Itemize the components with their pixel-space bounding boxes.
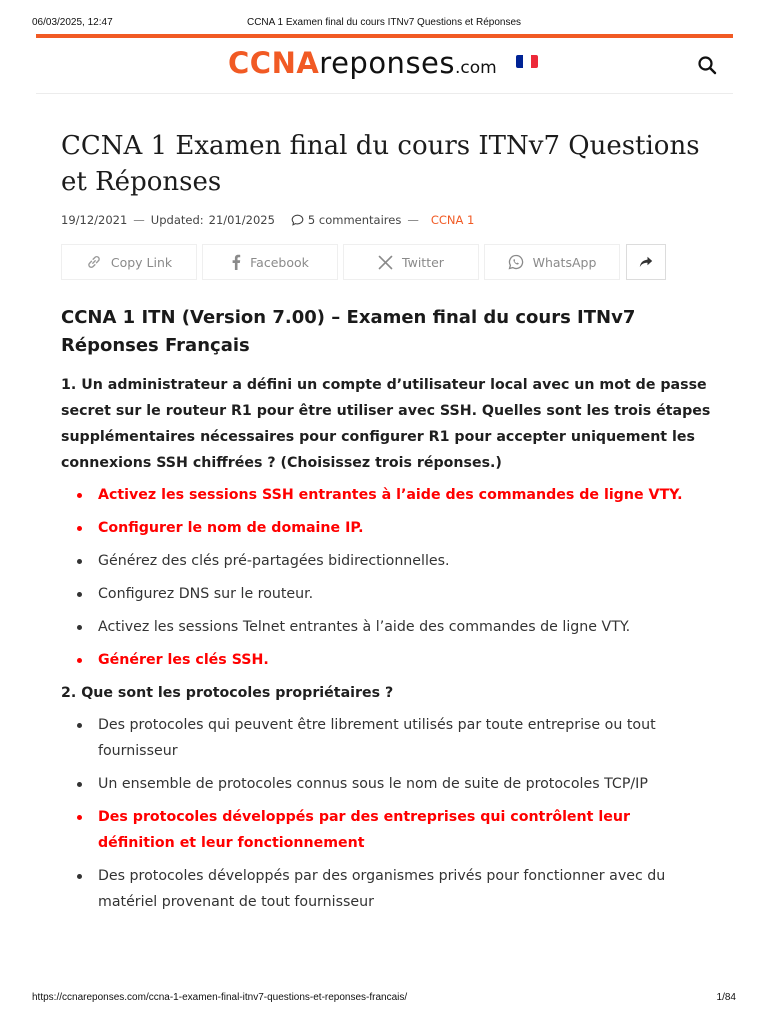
comments-link[interactable] [291, 213, 401, 227]
france-flag-icon [516, 55, 538, 68]
site-header [36, 34, 733, 94]
logo-reponses: reponses [319, 46, 455, 80]
answer-option: Un ensemble de protocoles connus sous le nom de suite de protocoles TCP/IP [61, 771, 711, 797]
facebook-share-button[interactable] [202, 244, 338, 280]
facebook-label: Facebook [250, 254, 309, 270]
comments-count: 5 commentaires [307, 213, 402, 227]
answer-correct: Générer les clés SSH. [61, 647, 711, 673]
print-page-number: 1/84 [716, 992, 736, 1003]
updated-label: Updated: [150, 213, 204, 227]
meta-separator: — [133, 213, 145, 227]
site-logo[interactable] [228, 46, 497, 86]
share-bar [61, 244, 711, 280]
logo-com: .com [455, 58, 497, 78]
question-1: 1. Un administrateur a défini un compte d’utilisateur local avec un mot de passe secret sur le routeur R1 pour être utiliser avec SSH. Quelles sont les trois étapes supplémentaires nécessaires pour configurer R1 pour accepter uniquement les connexions SSH chiffrées ? (Choisissez trois réponses.) [61, 377, 711, 471]
link-icon [86, 254, 102, 270]
section-title: CCNA 1 ITN (Version 7.00) – Examen final du cours ITNv7 Réponses Français [61, 307, 636, 356]
logo-ccna: CCNA [228, 46, 320, 80]
answer-option: Générez des clés pré-partagées bidirectionnelles. [61, 548, 711, 574]
answer-option: Des protocoles qui peuvent être librement utilisés par toute entreprise ou tout fournisseur [61, 712, 711, 764]
twitter-label: Twitter [402, 254, 444, 270]
answer-correct: Activez les sessions SSH entrantes à l’aide des commandes de ligne VTY. [61, 482, 711, 508]
category-link[interactable]: CCNA 1 [430, 213, 475, 227]
copy-link-label: Copy Link [110, 254, 173, 270]
twitter-share-button[interactable] [343, 244, 479, 280]
print-header [32, 17, 736, 31]
answer-list-1 [61, 482, 711, 673]
answer-correct: Des protocoles développés par des entreprises qui contrôlent leur définition et leur fonctionnement [61, 804, 711, 856]
whatsapp-label: WhatsApp [532, 254, 597, 270]
answer-option: Configurez DNS sur le routeur. [61, 581, 711, 607]
page-title: CCNA 1 Examen final du cours ITNv7 Questions et Réponses [61, 131, 700, 197]
x-twitter-icon [378, 255, 393, 270]
whatsapp-share-button[interactable] [484, 244, 620, 280]
article [61, 128, 711, 922]
print-title: CCNA 1 Examen final du cours ITNv7 Questions et Réponses [246, 17, 522, 28]
print-datetime: 06/03/2025, 12:47 [32, 17, 113, 28]
copy-link-button[interactable] [61, 244, 197, 280]
answer-option: Activez les sessions Telnet entrantes à l’aide des commandes de ligne VTY. [61, 614, 711, 640]
search-icon [697, 55, 717, 75]
published-date: 19/12/2021 [61, 213, 128, 227]
answer-option: Des protocoles développés par des organismes privés pour fonctionner avec du matériel provenant de tout fournisseur [61, 863, 711, 915]
whatsapp-icon [508, 254, 524, 270]
answer-list-2 [61, 712, 711, 915]
question-2: 2. Que sont les protocoles propriétaires ? [61, 685, 394, 701]
more-share-button[interactable] [626, 244, 666, 280]
facebook-icon [231, 254, 241, 270]
print-url: https://ccnareponses.com/ccna-1-examen-final-itnv7-questions-et-reponses-francais/ [32, 992, 408, 1003]
post-meta [61, 210, 711, 230]
comment-icon [291, 214, 304, 226]
share-arrow-icon [639, 256, 653, 268]
answer-correct: Configurer le nom de domaine IP. [61, 515, 711, 541]
updated-date: 21/01/2025 [208, 213, 275, 227]
meta-separator: — [407, 213, 419, 227]
search-button[interactable] [697, 55, 717, 75]
print-footer [32, 992, 736, 1006]
